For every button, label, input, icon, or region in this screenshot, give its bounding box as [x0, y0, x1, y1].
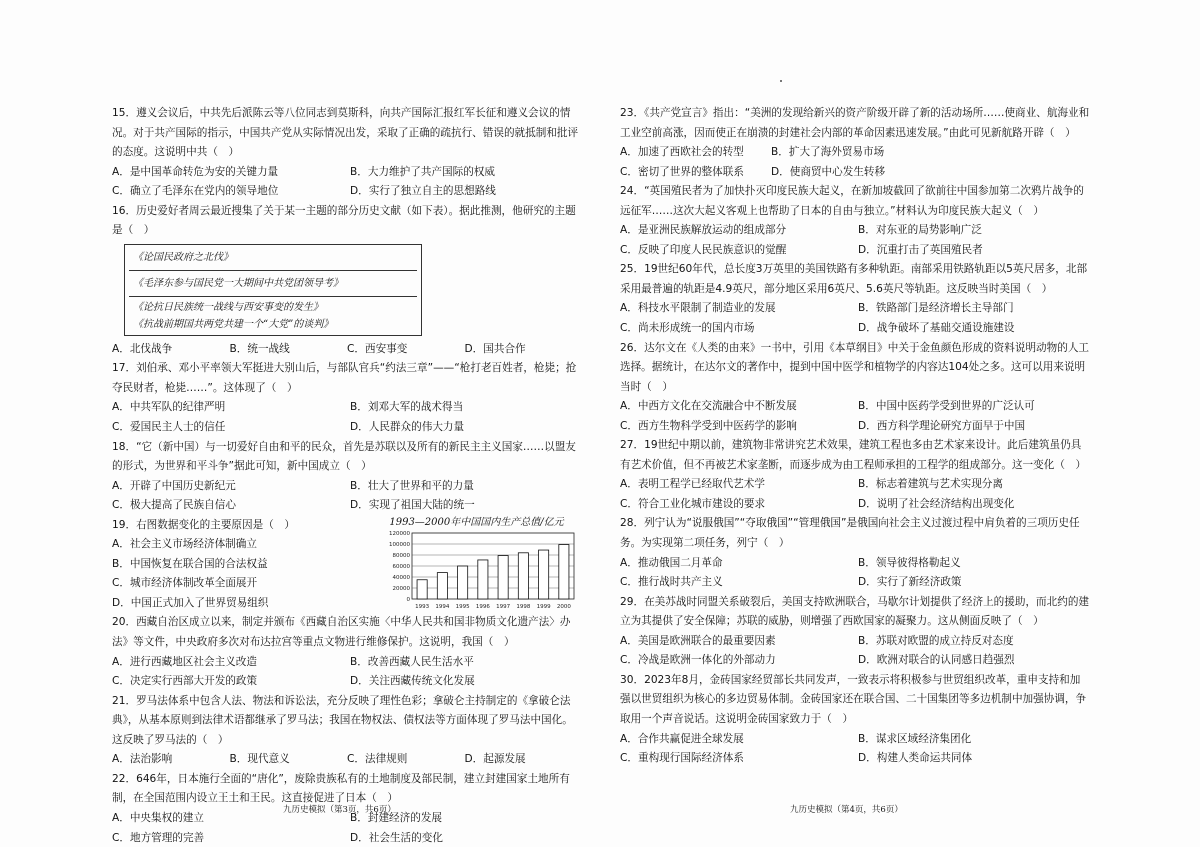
option-b: B．铁路部门是经济增长主导部门 — [858, 299, 1090, 319]
document-table — [124, 244, 422, 336]
option-a: A．是中国革命转危为安的关键力量 — [112, 163, 344, 183]
question-stem: 20．西藏自治区成立以来，制定并颁布《西藏自治区实施〈中华人民共和国非物质文化遗产法〉办法》等文件，中央政府多次对布达拉宫等重点文物进行维修保护。这说明，我国（ ） — [112, 613, 582, 652]
option-d: D．构建人类命运共同体 — [858, 749, 1090, 769]
option-d: D．战争破坏了基础交通设施建设 — [858, 319, 1090, 339]
question-20 — [112, 613, 582, 691]
options — [620, 475, 1090, 514]
question-25 — [620, 260, 1090, 338]
question-18 — [112, 438, 582, 516]
scan-dot — [780, 80, 782, 82]
option-b: B．现代意义 — [230, 750, 348, 770]
right-column — [620, 104, 1090, 769]
question-stem: 16．历史爱好者周云最近搜集了关于某一主题的部分历史文献（如下表）。据此推测，他研究的主题是（ ） — [112, 202, 582, 241]
options — [112, 653, 582, 692]
option-a: A．中共军队的纪律严明 — [112, 398, 344, 418]
option-d: D．实行了新经济政策 — [858, 573, 1090, 593]
option-b: B．统一战线 — [230, 340, 348, 360]
question-stem: 18．“它（新中国）与一切爱好自由和平的民众，首先是苏联以及所有的新民主主义国家……以盟友的形式，为世界和平斗争”据此可知，新中国成立（ ） — [112, 438, 582, 477]
question-17 — [112, 359, 582, 437]
x-tick-label: 1997 — [496, 604, 510, 610]
y-tick-label: 60000 — [393, 564, 411, 570]
question-29 — [620, 593, 1090, 671]
option-c: C．极大提高了民族自信心 — [112, 496, 344, 516]
gdp-chart — [374, 516, 579, 616]
question-stem: 24．“英国殖民者为了加快扑灭印度民族大起义，在新加坡截回了欲前往中国参加第二次鸦片战争的远征军……这次大起义客观上也帮助了日本的自由与独立。”材料认为印度民族大起义（ ） — [620, 182, 1090, 221]
option-a: A．美国是欧洲联合的最重要因素 — [620, 632, 852, 652]
options — [620, 730, 1090, 769]
gdp-bar — [437, 572, 447, 598]
option-d: D．人民群众的伟大力量 — [350, 418, 582, 438]
x-tick-label: 2000 — [557, 604, 571, 610]
gdp-bar — [498, 555, 508, 598]
chart-title: 1993—2000年中国国内生产总值/亿元 — [374, 516, 579, 529]
option-d: D．中国正式加入了世界贸易组织 — [112, 594, 367, 614]
option-c: C．爱国民主人士的信任 — [112, 418, 344, 438]
option-a: A．合作共赢促进全球发展 — [620, 730, 852, 750]
options — [112, 398, 582, 437]
option-d: D．沉重打击了英国殖民者 — [858, 241, 1090, 261]
options — [620, 397, 1090, 436]
option-b: B．大力维护了共产国际的权威 — [350, 163, 582, 183]
question-stem: 25．19世纪60年代，总长度3万英里的美国铁路有多种轨距。南部采用铁路轨距以5英尺居多，北部采用最普遍的轨距是4.9英尺，部分地区采用6英尺、5.6英尺等轨距。这反映当时美国（ ） — [620, 260, 1090, 299]
gdp-bar — [539, 550, 549, 599]
x-tick-label: 1995 — [456, 604, 470, 610]
x-tick-label: 1994 — [435, 604, 449, 610]
question-stem: 27．19世纪中期以前，建筑物非常讲究艺术效果，建筑工程也多由艺术家来设计。此后建筑虽仍具有艺术价值，但不再被艺术家垄断，而逐步成为由工程师承担的工程学的组成部分。这一变化（ ） — [620, 436, 1090, 475]
y-tick-label: 40000 — [393, 575, 411, 581]
option-b: B．领导彼得格勒起义 — [858, 554, 1090, 574]
gdp-bar — [458, 566, 468, 599]
question-24 — [620, 182, 1090, 260]
y-tick-label: 120000 — [389, 531, 410, 537]
question-30 — [620, 671, 1090, 769]
question-stem: 26．达尔文在《人类的由来》一书中，引用《本草纲目》中关于金鱼颜色形成的资料说明动物的人工选择。据统计，在达尔文的著作中，提到中国中医学和植物学的内容达104处之多。这可以用来说明当时（ ） — [620, 339, 1090, 398]
options — [620, 143, 1090, 182]
option-a: A．中西方文化在交流融合中不断发展 — [620, 397, 852, 417]
option-c: C．密切了世界的整体联系 — [620, 163, 765, 183]
document-title: 《论抗日民族统一战线与西安事变的发生》 — [133, 299, 413, 316]
option-c: C．符合工业化城市建设的要求 — [620, 495, 852, 515]
option-a: A．推动俄国二月革命 — [620, 554, 852, 574]
gdp-bar — [559, 544, 569, 598]
x-tick-label: 1996 — [476, 604, 490, 610]
option-b: B．中国中医药学受到世界的广泛认可 — [858, 397, 1090, 417]
option-d: D．社会生活的变化 — [350, 829, 582, 848]
option-b: B．封建经济的发展 — [350, 809, 582, 829]
option-c: C．西安事变 — [347, 340, 465, 360]
gdp-bar-chart — [374, 529, 579, 614]
question-stem: 21．罗马法体系中包含人法、物法和诉讼法，充分反映了理性色彩；拿破仑主持制定的《拿破仑法典》，从基本原则到法律术语都继承了罗马法；我国在物权法、债权法等方面体现了罗马法中国化。这反映了罗马法的（ ） — [112, 692, 582, 751]
document-title: 《论国民政府之北伐》 — [129, 245, 417, 271]
option-d: D．西方科学理论研究方面早于中国 — [858, 417, 1090, 437]
option-b: B．苏联对欧盟的成立持反对态度 — [858, 632, 1090, 652]
option-a: A．开辟了中国历史新纪元 — [112, 477, 344, 497]
option-d: D．起源发展 — [465, 750, 583, 770]
left-column — [112, 104, 582, 848]
options — [112, 340, 582, 360]
question-16 — [112, 202, 582, 360]
question-27 — [620, 436, 1090, 514]
option-a: A．加速了西欧社会的转型 — [620, 143, 765, 163]
options — [620, 554, 1090, 593]
question-stem: 28．列宁认为“说服俄国”“夺取俄国”“管理俄国”是俄国向社会主义过渡过程中肩负着的三项历史任务。为实现第二项任务，列宁（ ） — [620, 514, 1090, 553]
option-d: D．说明了社会经济结构出现变化 — [858, 495, 1090, 515]
option-d: D．国共合作 — [465, 340, 583, 360]
options — [620, 221, 1090, 260]
option-c: C．尚未形成统一的国内市场 — [620, 319, 852, 339]
option-b: B．改善西藏人民生活水平 — [350, 653, 582, 673]
page-footer-right: 九历史模拟（第4页，共6页） — [790, 803, 903, 815]
option-a: A．科技水平限制了制造业的发展 — [620, 299, 852, 319]
option-a: A．法治影响 — [112, 750, 230, 770]
x-tick-label: 1999 — [537, 604, 551, 610]
question-stem: 17．刘伯承、邓小平率领大军挺进大别山后，与部队官兵“约法三章”——“枪打老百姓者，枪毙；抢夺民财者，枪毙……”。这体现了（ ） — [112, 359, 582, 398]
options — [620, 299, 1090, 338]
question-21 — [112, 692, 582, 770]
option-c: C．法律规则 — [347, 750, 465, 770]
option-d: D．实现了祖国大陆的统一 — [350, 496, 582, 516]
y-tick-label: 100000 — [389, 542, 410, 548]
option-c: C．确立了毛泽东在党内的领导地位 — [112, 182, 344, 202]
option-b: B．刘邓大军的战术得当 — [350, 398, 582, 418]
x-tick-label: 1998 — [516, 604, 530, 610]
option-a: A．是亚洲民族解放运动的组成部分 — [620, 221, 852, 241]
gdp-bar — [478, 560, 488, 599]
question-26 — [620, 339, 1090, 437]
option-a: A．社会主义市场经济体制确立 — [112, 535, 367, 555]
document-title: 《抗战前期国共两党共建一个“大党”的谈判》 — [133, 316, 413, 333]
option-b: B．标志着建筑与艺术实现分离 — [858, 475, 1090, 495]
document-title: 《毛泽东参与国民党一大期间中共党团领导考》 — [129, 271, 417, 297]
option-d: D．关注西藏传统文化发展 — [350, 672, 582, 692]
option-d: D．实行了独立自主的思想路线 — [350, 182, 582, 202]
option-a: A．北伐战争 — [112, 340, 230, 360]
question-stem: 29．在美苏战时同盟关系破裂后，美国支持欧洲联合，马歇尔计划提供了经济上的援助，而北约的建立为其提供了安全保障；苏联的威胁，则增强了西欧国家的凝聚力。这从侧面反映了（ ） — [620, 593, 1090, 632]
option-c: C．推行战时共产主义 — [620, 573, 852, 593]
question-19 — [112, 516, 582, 614]
y-tick-label: 20000 — [393, 586, 411, 592]
x-tick-label: 1993 — [415, 604, 429, 610]
question-stem: 30．2023年8月，金砖国家经贸部长共同发声，一致表示将积极参与世贸组织改革，重申支持和加强以世贸组织为核心的多边贸易体制。金砖国家还在联合国、二十国集团等多边机制中加强协调，争取用一个声音说话。这说明金砖国家致力于（ ） — [620, 671, 1090, 730]
options — [112, 477, 582, 516]
y-tick-label: 80000 — [393, 553, 411, 559]
option-c: C．重构现行国际经济体系 — [620, 749, 852, 769]
question-stem: 15．遵义会议后，中共先后派陈云等八位同志到莫斯科，向共产国际汇报红军长征和遵义会议的情况。对于共产国际的指示，中国共产党从实际情况出发，采取了正确的疏抗行、错误的就抵制和批评的态度。这说明中共（ ） — [112, 104, 582, 163]
option-c: C．地方管理的完善 — [112, 829, 344, 848]
option-c: C．冷战是欧洲一体化的外部动力 — [620, 651, 852, 671]
option-a: A．表明工程学已经取代艺术学 — [620, 475, 852, 495]
option-c: C．决定实行西部大开发的政策 — [112, 672, 344, 692]
option-c: C．西方生物科学受到中医药学的影响 — [620, 417, 852, 437]
option-b: B．谋求区域经济集团化 — [858, 730, 1090, 750]
option-c: C．反映了印度人民民族意识的觉醒 — [620, 241, 852, 261]
option-b: B．扩大了海外贸易市场 — [771, 143, 1090, 163]
option-a: A．中央集权的建立 — [112, 809, 344, 829]
question-stem: 23．《共产党宣言》指出：“美洲的发现给新兴的资产阶级开辟了新的活动场所……使商业、航海业和工业空前高涨，因而使正在崩溃的封建社会内部的革命因素迅速发展。”由此可见新航路开辟（ ） — [620, 104, 1090, 143]
question-23 — [620, 104, 1090, 182]
page-footer-left: 九历史模拟（第3页，共6页） — [283, 803, 396, 815]
question-15 — [112, 104, 582, 202]
option-c: C．城市经济体制改革全面展开 — [112, 574, 367, 594]
option-d: D．使商贸中心发生转移 — [771, 163, 1090, 183]
option-b: B．中国恢复在联合国的合法权益 — [112, 555, 367, 575]
options — [112, 750, 582, 770]
option-b: B．壮大了世界和平的力量 — [350, 477, 582, 497]
y-tick-label: 0 — [407, 597, 411, 603]
option-d: D．欧洲对联合的认同感日趋强烈 — [858, 651, 1090, 671]
gdp-bar — [518, 553, 528, 599]
option-b: B．对东亚的局势影响广泛 — [858, 221, 1090, 241]
question-stem: 19．右图数据变化的主要原因是（ ） — [112, 516, 367, 536]
question-stem: 22．646年，日本施行全面的“唐化”，废除贵族私有的土地制度及部民制，建立封建国家土地所有制，在全国范围内设立王土和王民。这直接促进了日本（ ） — [112, 770, 582, 809]
question-28 — [620, 514, 1090, 592]
option-a: A．进行西藏地区社会主义改造 — [112, 653, 344, 673]
options — [620, 632, 1090, 671]
options — [112, 163, 582, 202]
gdp-bar — [417, 580, 427, 599]
